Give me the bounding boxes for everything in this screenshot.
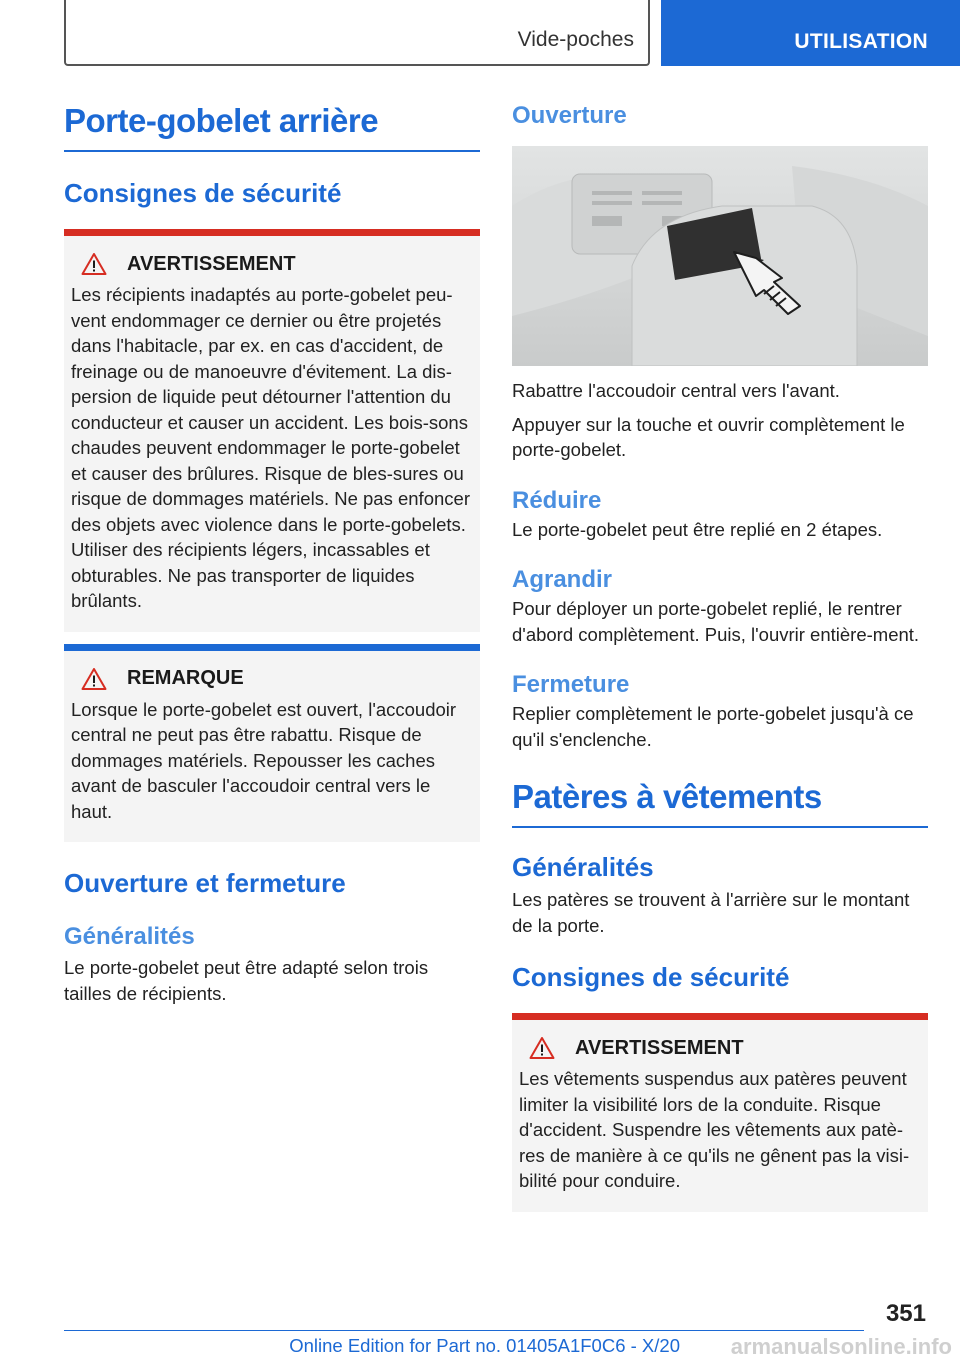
- watermark: armanualsonline.info: [730, 1334, 952, 1359]
- general-text: Le porte-gobelet peut être adapté selon trois tailles de récipients.: [64, 957, 429, 1004]
- notice-label: REMARQUE: [127, 667, 244, 689]
- warning-triangle-icon: [529, 1036, 555, 1060]
- warning-label: AVERTISSEMENT: [127, 252, 296, 275]
- header-chapter-tab[interactable]: [661, 0, 960, 66]
- armrest-cupholder-photo: [512, 146, 928, 366]
- hooks-general-text: Les patères se trouvent à l'arrière sur le montant de la porte.: [512, 889, 910, 936]
- warning-text: Les récipients inadaptés au porte-gobelet peu-vent endommager ce dernier ou être projetés dans l'habitacle, par ex. en cas d'accident, de freinage ou de manoeuvre d'évitement. La dis-persion de liquide peut détourner l'attention du conducteur et causer un accident. Les bois-sons chaudes peuvent endommager le porte-gobelet et causer des brûlures. Risque de bles-sures ou risque de dommages matériels. Ne pas enfoncer des objets avec violence dans le porte-gobelets. Utiliser des récipients légers, incassables et obturables. Ne pas transporter de liquides brûlants.: [71, 284, 470, 611]
- notice-box: [64, 644, 480, 843]
- header-section-title: Vide-poches: [517, 28, 634, 51]
- reduce-heading: Réduire: [512, 486, 602, 514]
- hooks-general-heading: Généralités: [512, 852, 654, 882]
- warning-title: [71, 252, 473, 276]
- reduce-text: Le porte-gobelet peut être replié en 2 étapes.: [512, 518, 883, 540]
- hooks-warning-label: AVERTISSEMENT: [575, 1036, 744, 1059]
- enlarge-heading: Agrandir: [512, 566, 613, 593]
- right-column: [512, 96, 928, 1212]
- hooks-warning-text: Les vêtements suspendus aux patères peuvent limiter la visibilité lors de la conduite. Risque d'accident. Suspendre les vêtements aux patè-res de manière à ce qu'ils ne gênent pas la visi-bilité pour conduire.: [519, 1068, 910, 1191]
- closing-text: Replier complètement le porte-gobelet jusqu'à ce qu'il s'enclenche.: [512, 703, 914, 750]
- page-number: 351: [885, 1300, 926, 1327]
- closing-heading: Fermeture: [512, 671, 630, 698]
- opening-text-1: Rabattre l'accoudoir central vers l'avant.: [512, 380, 840, 401]
- open-close-heading: Ouverture et fermeture: [64, 868, 346, 898]
- notice-title: [71, 667, 473, 691]
- hooks-safety-heading: Consignes de sécurité: [512, 962, 790, 992]
- notice-text: Lorsque le porte-gobelet est ouvert, l'accoudoir central ne peut pas être rabattu. Risque de dommages matériels. Repousser les caches avant de basculer l'accoudoir central vers le haut.: [71, 698, 457, 822]
- general-heading: Généralités: [64, 923, 195, 950]
- page-header: [0, 0, 960, 66]
- page-title: Porte-gobelet arrière: [64, 102, 480, 152]
- hooks-title: Patères à vêtements: [512, 778, 928, 828]
- opening-heading: Ouverture: [512, 102, 627, 129]
- header-chapter-label: UTILISATION: [794, 30, 928, 53]
- enlarge-text: Pour déployer un porte-gobelet replié, le rentrer d'abord complètement. Puis, l'ouvrir entière-ment.: [512, 598, 920, 645]
- footer-edition: Online Edition for Part no. 01405A1F0C6 - X/20: [289, 1335, 680, 1356]
- opening-text-2: Appuyer sur la touche et ouvrir complètement le porte-gobelet.: [512, 413, 905, 460]
- footer-rule: [64, 1330, 864, 1331]
- hooks-warning-title: [519, 1036, 921, 1060]
- left-column: [64, 96, 480, 1006]
- warning-box: [64, 229, 480, 632]
- header-section-box: [64, 0, 650, 66]
- warning-triangle-icon: [81, 252, 107, 276]
- safety-heading: Consignes de sécurité: [64, 178, 342, 208]
- warning-triangle-icon: [81, 667, 107, 691]
- hooks-warning-box: [512, 1013, 928, 1212]
